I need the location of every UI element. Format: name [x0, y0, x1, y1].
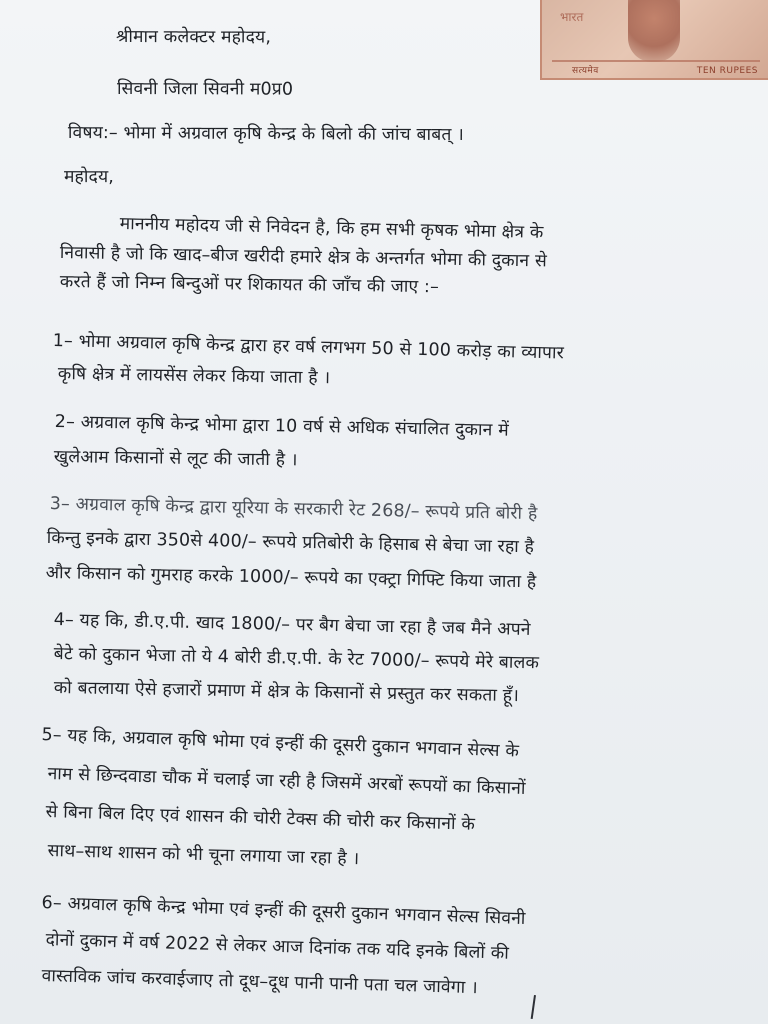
point-4-line-3: को बतलाया ऐसे हजारों प्रमाण में क्षेत्र के किसानों से प्रस्तुत कर सकता हूँ।	[53, 677, 520, 707]
intro-line-1: माननीय महोदय जी से निवेदन है, कि हम सभी कृषक भोमा क्षेत्र के	[119, 213, 544, 243]
pen-mark	[531, 995, 536, 1019]
point-2-line-1: 2– अग्रवाल कृषि केन्द्र भोमा द्वारा 10 वर्ष से अधिक संचालित दुकान में	[54, 411, 510, 441]
stamp-top-text: भारत	[560, 10, 584, 24]
stamp-right-text: TEN RUPEES	[696, 66, 758, 76]
point-5-line-2: नाम से छिन्दवाडा चौक में चलाई जा रही है जिसमें अरबों रूपयों का किसानों	[47, 763, 526, 800]
intro-line-2: निवासी है जो कि खाद–बीज खरीदी हमारे क्षेत्र के अन्तर्गत भोमा की दुकान से	[59, 242, 548, 272]
point-5-line-4: साथ–साथ शासन को भी चूना लगाया जा रहा है ।	[47, 840, 360, 870]
salutation: महोदय,	[63, 166, 115, 188]
revenue-stamp	[540, 0, 768, 80]
point-5-line-3: से बिना बिल दिए एवं शासन की चोरी टेक्स की चोरी कर किसानों के	[45, 801, 476, 835]
stamp-left-text: सत्यमेव	[572, 66, 599, 76]
address-line-2: सिवनी जिला सिवनी म0प्र0	[116, 78, 294, 100]
point-1-line-1: 1– भोमा अग्रवाल कृषि केन्द्र द्वारा हर वर्ष लगभग 50 से 100 करोड़ का व्यापार	[52, 330, 565, 364]
point-6-line-1: 6– अग्रवाल कृषि केन्द्र भोमा एवं इन्हीं की दूसरी दुकान भगवान सेल्स सिवनी	[41, 892, 526, 930]
point-6-line-2: दोनों दुकान में वर्ष 2022 से लेकर आज दिनांक तक यदि इनके बिलों की	[45, 929, 510, 964]
stamp-divider	[552, 60, 760, 62]
point-5-line-1: 5– यह कि, अग्रवाल कृषि भोमा एवं इन्हीं की दूसरी दुकान भगवान सेल्स के	[41, 724, 520, 762]
address-line-1: श्रीमान कलेक्टर महोदय,	[115, 26, 272, 48]
point-3-line-2: किन्तु इनके द्वारा 350से 400/– रूपये प्रतिबोरी के हिसाब से बेचा जा रहा है	[46, 527, 535, 558]
point-3-line-3: और किसान को गुमराह करके 1000/– रूपये का एक्ट्रा गिफ्टि किया जाता है	[45, 562, 537, 593]
point-1-line-2: कृषि क्षेत्र में लायसेंस लेकर किया जाता है ।	[57, 363, 331, 389]
point-4-line-1: 4– यह कि, डी.ए.पी. खाद 1800/– पर बैग बेचा जा रहा है जब मैने अपने	[53, 609, 531, 640]
point-3-line-1: 3– अग्रवाल कृषि केन्द्र द्वारा यूरिया के सरकारी रेट 268/– रूपये प्रति बोरी है	[49, 493, 538, 525]
emblem-icon	[628, 0, 680, 62]
point-2-line-2: खुलेआम किसानों से लूट की जाती है ।	[53, 446, 298, 471]
point-4-line-2: बेटे को दुकान भेजा तो ये 4 बोरी डी.ए.पी. के रेट 7000/– रूपये मेरे बालक	[53, 643, 540, 674]
intro-line-3: करते हैं जो निम्न बिन्दुओं पर शिकायत की जाँच की जाए :–	[59, 271, 440, 298]
subject-line: विषय:– भोमा में अग्रवाल कृषि केन्द्र के बिलो की जांच बाबत् ।	[67, 122, 465, 146]
point-6-line-3: वास्तविक जांच करवाईजाए तो दूध–दूध पानी पानी पता चल जावेगा ।	[41, 965, 479, 999]
